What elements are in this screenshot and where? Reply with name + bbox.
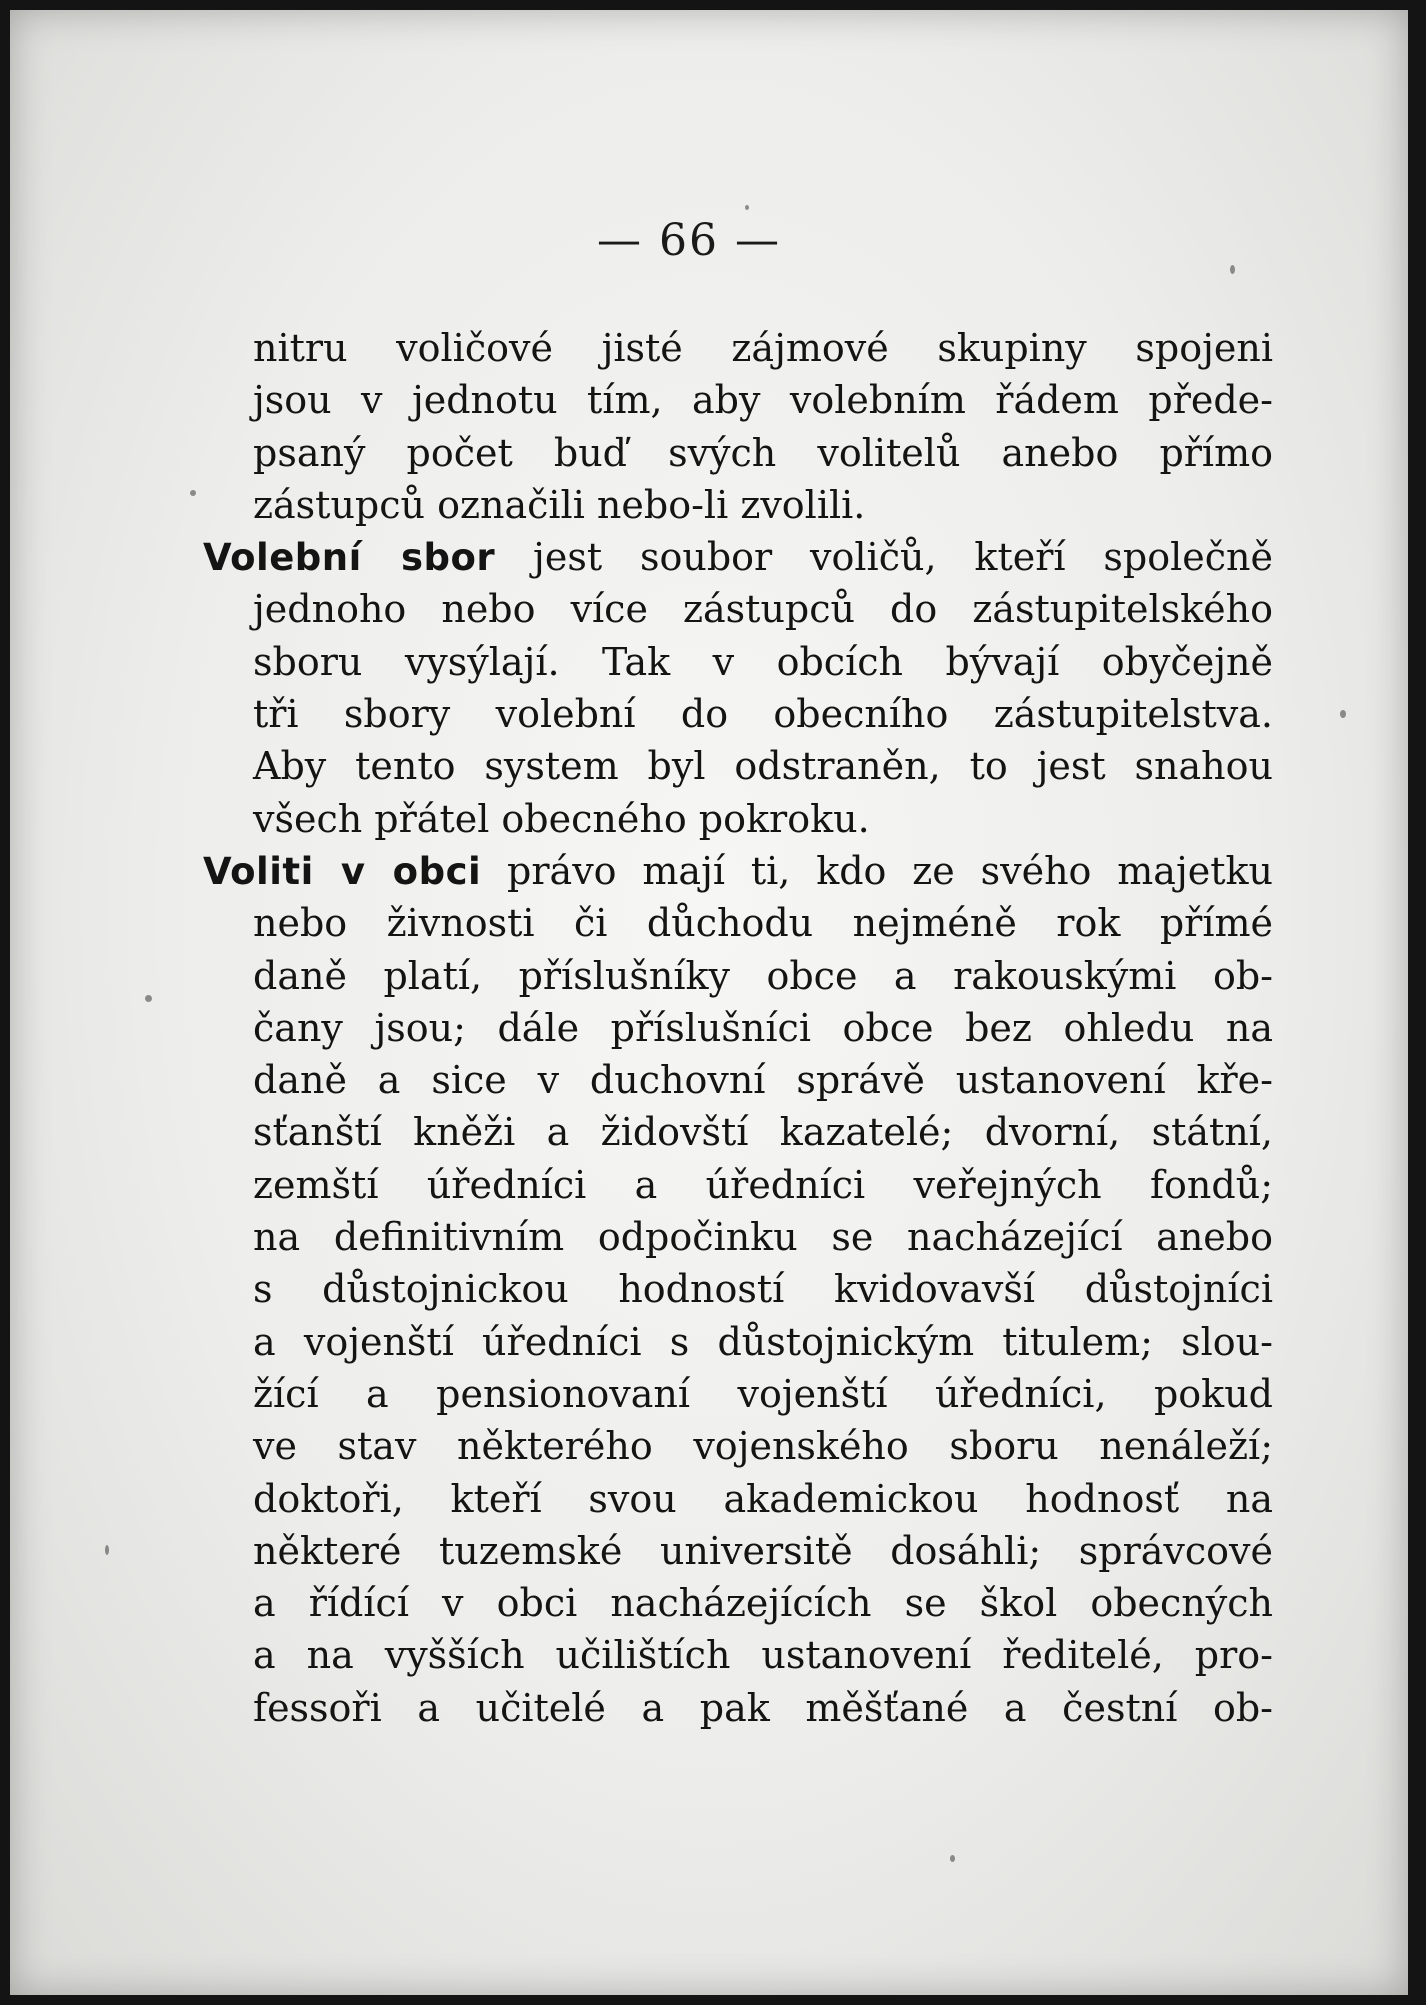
text-line: zástupců označili nebo-li zvolili. xyxy=(253,482,866,527)
text-line: jsou v jednotu tím, aby volebním řádem přede- xyxy=(253,378,1273,423)
entry-volebni-sbor-line xyxy=(203,531,1273,583)
paper-speck xyxy=(950,1855,955,1862)
text-line: fessoři a učitelé a pak měšťané a čestní ob- xyxy=(253,1685,1273,1730)
text-line: a řídící v obci nacházejících se škol obecných xyxy=(253,1581,1273,1626)
text-line: daně a sice v duchovní správě ustanovení kře- xyxy=(253,1058,1273,1103)
text-line: nebo živnosti či důchodu nejméně rok přímé xyxy=(253,901,1273,946)
paper-speck xyxy=(745,205,749,210)
text-line: ve stav některého vojenského sboru nenáleží; xyxy=(253,1424,1273,1469)
text-line: a na vyšších učilištích ustanovení ředitelé, pro- xyxy=(253,1633,1273,1678)
text-line: jednoho nebo více zástupců do zástupitelského xyxy=(253,587,1273,632)
body-text xyxy=(203,322,1273,1734)
term-voliti-v-obci: Voliti v obci xyxy=(203,849,482,893)
paper-speck xyxy=(190,490,196,496)
text-line: doktoři, kteří svou akademickou hodnosť na xyxy=(253,1476,1273,1521)
text-line: daně platí, příslušníky obce a rakouskými ob- xyxy=(253,953,1273,998)
paper-speck xyxy=(1230,265,1235,274)
text-line: s důstojnickou hodností kvidovavší důstojníci xyxy=(253,1267,1273,1312)
text-line: tři sbory volební do obecního zástupitelstva. xyxy=(253,692,1273,737)
entry-voliti-v-obci-line xyxy=(203,845,1273,897)
text-line: žící a pensionovaní vojenští úředníci, pokud xyxy=(253,1371,1273,1416)
term-volebni-sbor: Volební sbor xyxy=(203,536,496,580)
text-line: Aby tento system byl odstraněn, to jest snahou xyxy=(253,744,1273,789)
text-fragment: právo mají ti, kdo ze svého majetku xyxy=(507,848,1273,893)
text-fragment: jest soubor voličů, kteří společně xyxy=(533,535,1273,580)
paper-speck xyxy=(1340,710,1346,718)
paper-speck xyxy=(145,995,152,1002)
book-page xyxy=(10,10,1408,1995)
page-number: — 66 — xyxy=(597,215,781,266)
text-line: všech přátel obecného pokroku. xyxy=(253,796,870,841)
text-line: některé tuzemské universitě dosáhli; správcové xyxy=(253,1528,1273,1573)
text-line: sťanští kněži a židovští kazatelé; dvorní, státní, xyxy=(253,1110,1273,1155)
text-line: sboru vysýlají. Tak v obcích bývají obyčejně xyxy=(253,639,1273,684)
text-line: nitru voličové jisté zájmové skupiny spojeni xyxy=(253,326,1273,370)
text-line: a vojenští úředníci s důstojnickým titulem; slou- xyxy=(253,1319,1273,1364)
text-line: na definitivním odpočinku se nacházející anebo xyxy=(253,1215,1273,1260)
text-line: zemští úředníci a úředníci veřejných fondů; xyxy=(253,1162,1273,1207)
text-line: čany jsou; dále příslušníci obce bez ohledu na xyxy=(253,1005,1273,1050)
text-line: psaný počet buď svých volitelů anebo přímo xyxy=(253,430,1273,475)
paper-speck xyxy=(105,1545,109,1555)
